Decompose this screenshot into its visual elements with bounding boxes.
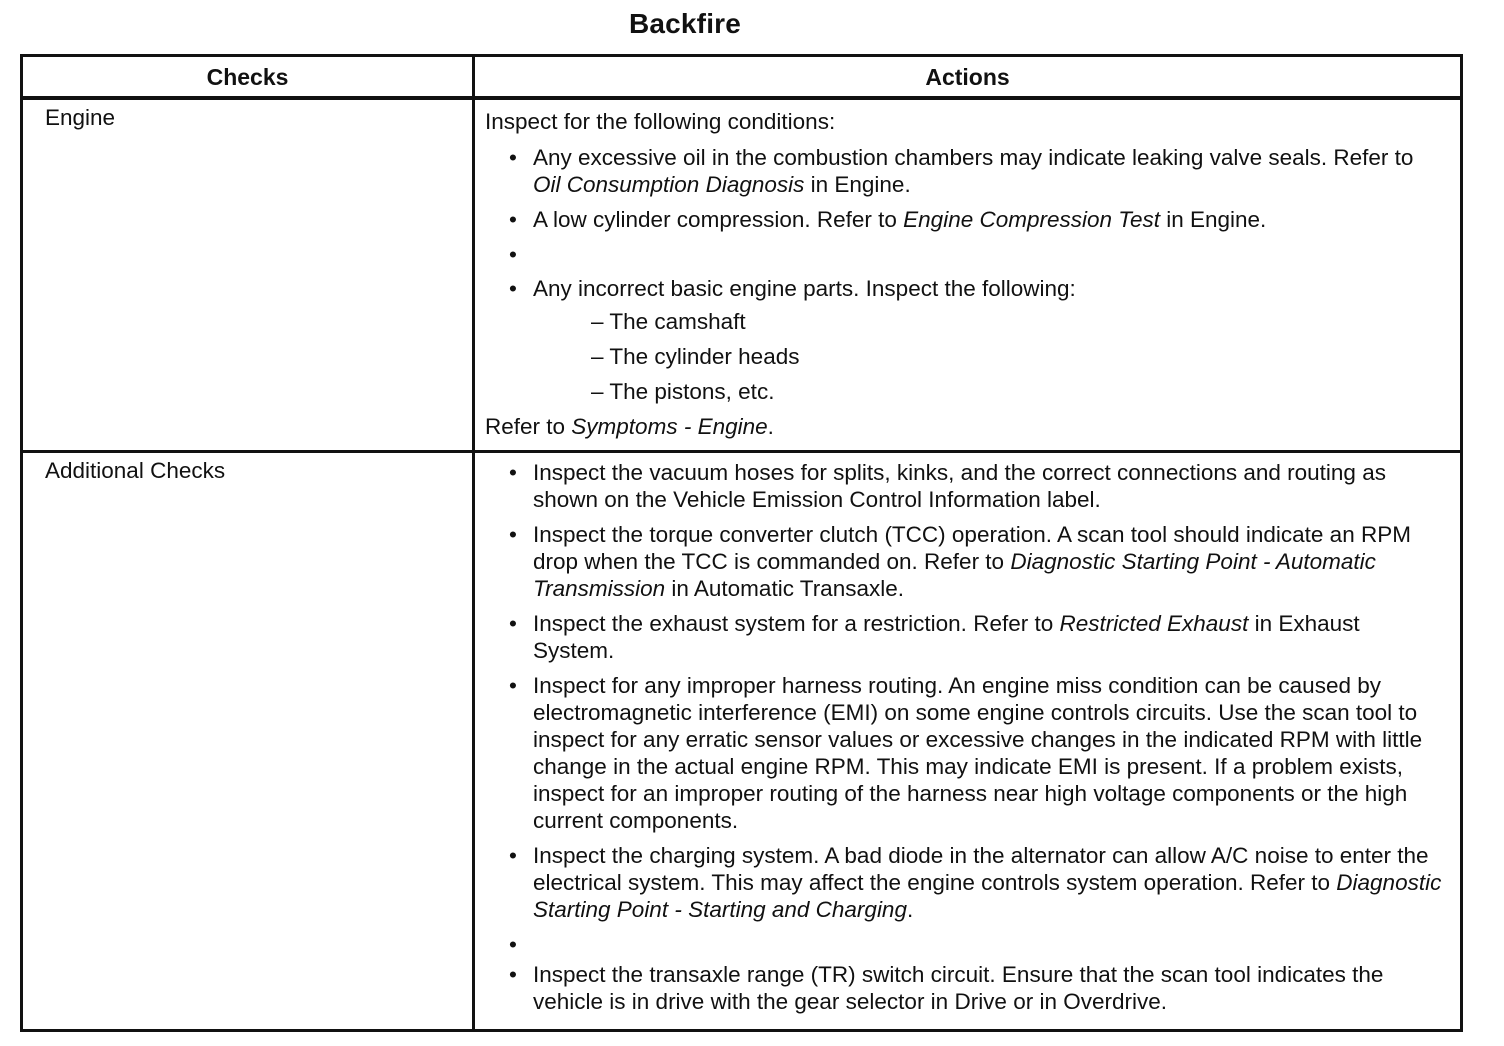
header-row — [22, 56, 1462, 99]
engine-intro: Inspect for the following conditions: — [485, 109, 836, 134]
spacer — [485, 931, 1446, 953]
reference-link: Oil Consumption Diagnosis — [533, 172, 805, 197]
engine-refer: Refer to Symptoms - Engine. — [485, 414, 774, 439]
engine-parts-list — [533, 308, 1446, 405]
list-item: • A low cylinder compression. Refer to Engine Compression Test in Engine. — [485, 206, 1446, 233]
header-checks: Checks — [22, 56, 474, 99]
reference-link: Engine Compression Test — [903, 207, 1160, 232]
reference-link: Restricted Exhaust — [1059, 611, 1249, 636]
sub-list-item: – The cylinder heads — [591, 344, 800, 369]
engine-bullet-list — [485, 144, 1446, 405]
list-item: • Inspect for any improper harness routing. An engine miss condition can be caused by electromagnetic interference (EMI) on some engine controls circuits. Use the scan tool to inspect for any erratic sensor values or excessive changes in the indicated RPM with little change in the actual engine RPM. This may indicate EMI is present. If a problem exists, inspect for an improper routing of the harness near high voltage components or the high current components. — [485, 672, 1446, 834]
spacer — [485, 241, 1446, 267]
actions-additional — [474, 452, 1462, 1031]
actions-engine — [474, 98, 1462, 452]
check-additional: Additional Checks — [22, 452, 474, 1031]
list-item: • Inspect the exhaust system for a restriction. Refer to Restricted Exhaust in Exhaust System. — [485, 610, 1446, 664]
sub-list-item: – The camshaft — [591, 309, 746, 334]
page-title: Backfire — [628, 8, 742, 39]
reference-link: Symptoms - Engine — [571, 414, 768, 439]
additional-bullet-list — [485, 459, 1446, 1015]
diagnostic-table — [20, 54, 1463, 1032]
table-row-additional — [22, 452, 1462, 1031]
table-row-engine — [22, 98, 1462, 452]
list-item: • Inspect the charging system. A bad diode in the alternator can allow A/C noise to enter the electrical system. This may affect the engine controls system operation. Refer to Diagnostic Starting Point - Starting and Charging. — [485, 842, 1446, 923]
list-item: • Inspect the transaxle range (TR) switch circuit. Ensure that the scan tool indicates the vehicle is in drive with the gear selector in Drive or in Overdrive. — [485, 961, 1446, 1015]
list-item: • Any excessive oil in the combustion chambers may indicate leaking valve seals. Refer to Oil Consumption Diagnosis in Engine. — [485, 144, 1446, 198]
list-item: • Inspect the vacuum hoses for splits, kinks, and the correct connections and routing as shown on the Vehicle Emission Control Information label. — [485, 459, 1446, 513]
check-engine: Engine — [22, 98, 474, 452]
list-item: • Any incorrect basic engine parts. Inspect the following: – The camshaft – The cylinder heads – The pistons, etc. — [485, 275, 1446, 405]
header-actions: Actions — [474, 56, 1462, 99]
reference-link: Diagnostic Starting Point - Starting and Charging — [533, 870, 1442, 922]
reference-link: Diagnostic Starting Point - Automatic Transmission — [533, 549, 1376, 601]
sub-list-item: – The pistons, etc. — [591, 379, 775, 404]
list-item: • Inspect the torque converter clutch (TCC) operation. A scan tool should indicate an RPM drop when the TCC is commanded on. Refer to Diagnostic Starting Point - Automatic Transmission in Automatic Transaxle. — [485, 521, 1446, 602]
